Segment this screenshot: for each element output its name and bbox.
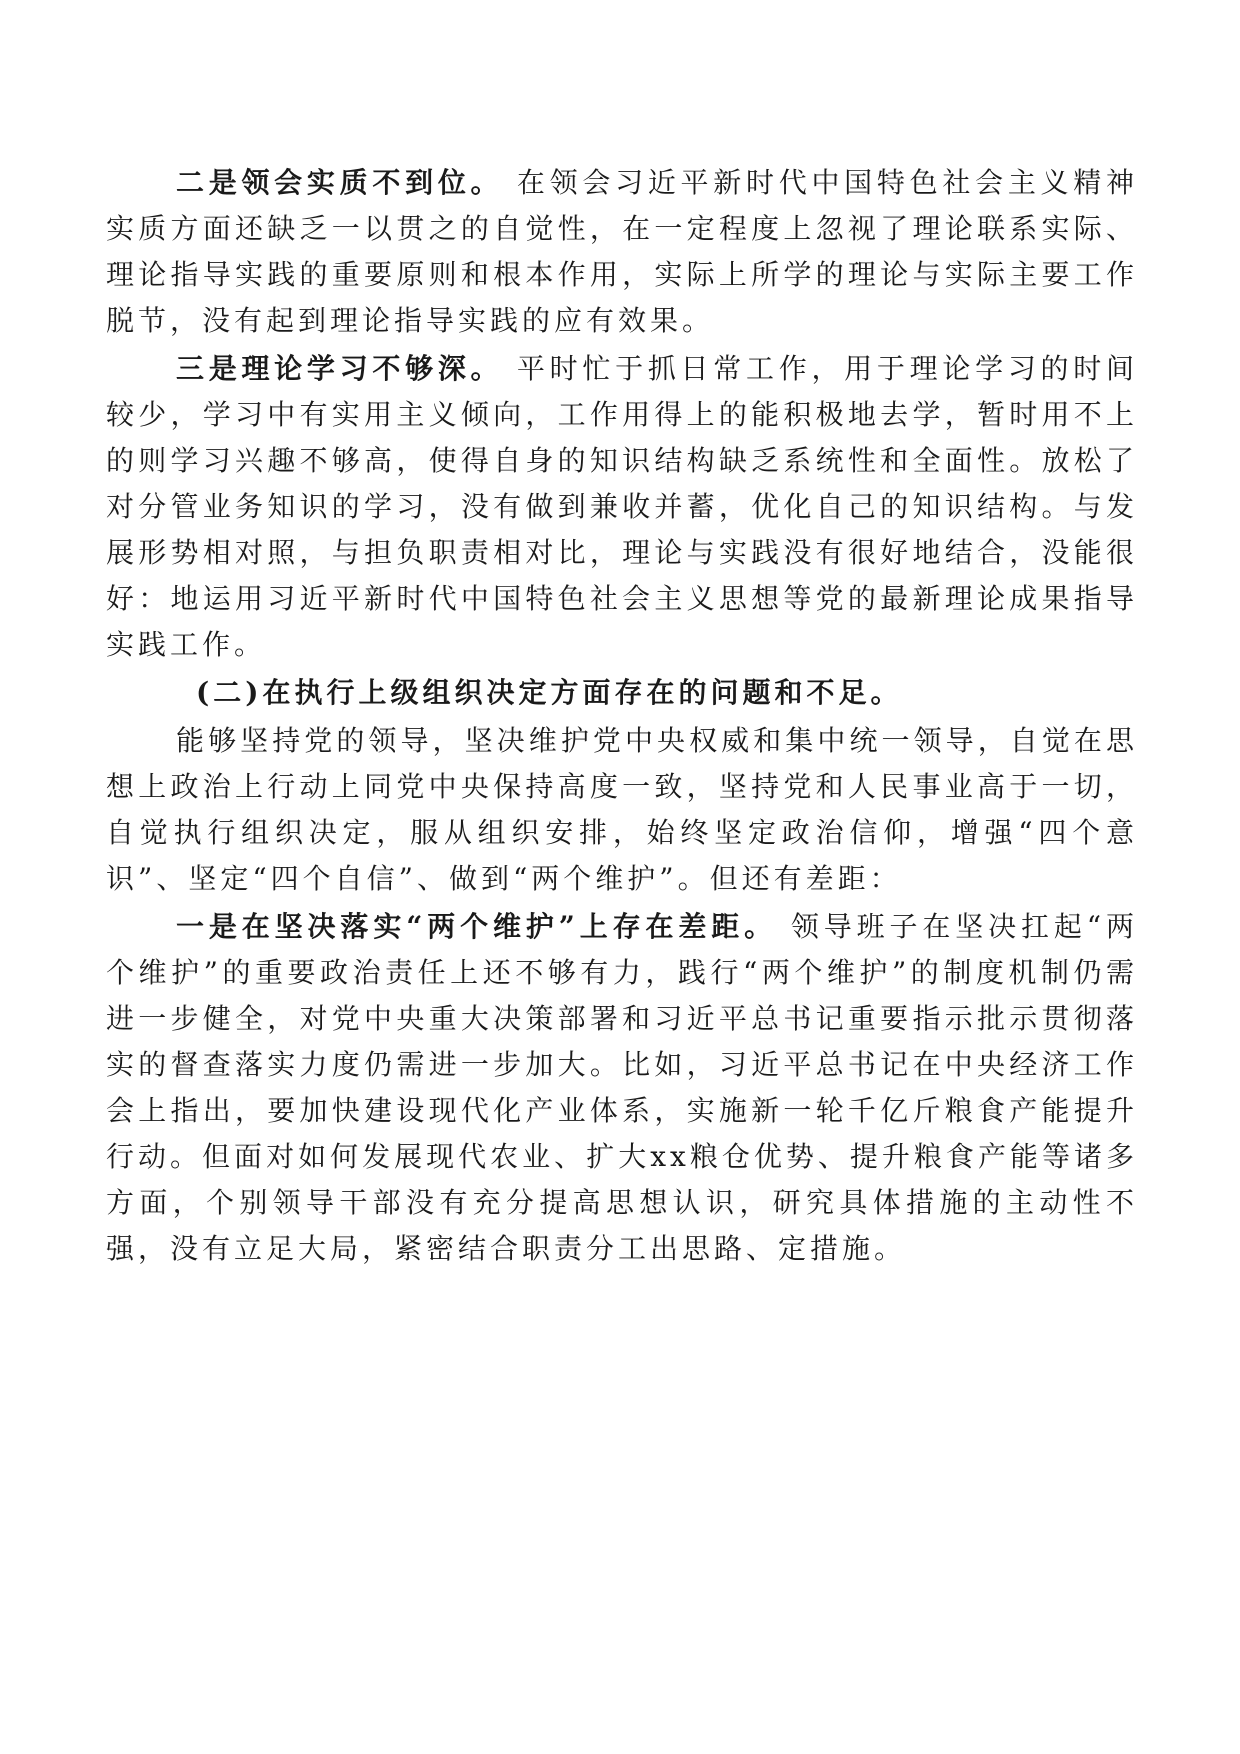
- paragraph-text: 领导班子在坚决扛起“两个维护”的重要政治责任上还不够有力，践行“两个维护”的制度机制仍需进一步健全，对党中央重大决策部署和习近平总书记重要指示批示贯彻落实的督查落实力度仍需进一步加大。比如，习近平总书记在中央经济工作会上指出，要加快建设现代化产业体系，实施新一轮千亿斤粮食产能提升行动。但面对如何发展现代农业、扩大xx粮仓优势、提升粮食产能等诸多方面，个别领导干部没有充分提高思想认识，研究具体措施的主动性不强，没有立足大局，紧密结合职责分工出思路、定措施。: [106, 910, 1139, 1265]
- document-body: [106, 160, 1138, 1274]
- paragraph-heading: 三是理论学习不够深。: [176, 352, 504, 385]
- paragraph-understanding: [106, 160, 1138, 344]
- section-heading: (二)在执行上级组织决定方面存在的问题和不足。: [196, 676, 903, 709]
- paragraph-heading: 二是领会实质不到位。: [176, 166, 504, 199]
- paragraph-theory-study: [106, 346, 1138, 668]
- paragraph-two-safeguards: [106, 904, 1138, 1272]
- paragraph-party-leadership: [106, 718, 1138, 902]
- paragraph-text: 能够坚持党的领导，坚决维护党中央权威和集中统一领导，自觉在思想上政治上行动上同党中央保持高度一致，坚持党和人民事业高于一切，自觉执行组织决定，服从组织安排，始终坚定政治信仰，增强“四个意识”、坚定“四个自信”、做到“两个维护”。但还有差距：: [106, 724, 1138, 895]
- paragraph-text: 平时忙于抓日常工作，用于理论学习的时间较少，学习中有实用主义倾向，工作用得上的能积极地去学，暂时用不上的则学习兴趣不够高，使得自身的知识结构缺乏系统性和全面性。放松了对分管业务知识的学习，没有做到兼收并蓄，优化自己的知识结构。与发展形势相对照，与担负职责相对比，理论与实践没有很好地结合，没能很好：地运用习近平新时代中国特色社会主义思想等党的最新理论成果指导实践工作。: [106, 352, 1138, 661]
- paragraph-heading: 一是在坚决落实“两个维护”上存在差距。: [176, 910, 778, 943]
- paragraph-text: 在领会习近平新时代中国特色社会主义精神实质方面还缺乏一以贯之的自觉性，在一定程度上忽视了理论联系实际、理论指导实践的重要原则和根本作用，实际上所学的理论与实际主要工作脱节，没有起到理论指导实践的应有效果。: [106, 166, 1138, 337]
